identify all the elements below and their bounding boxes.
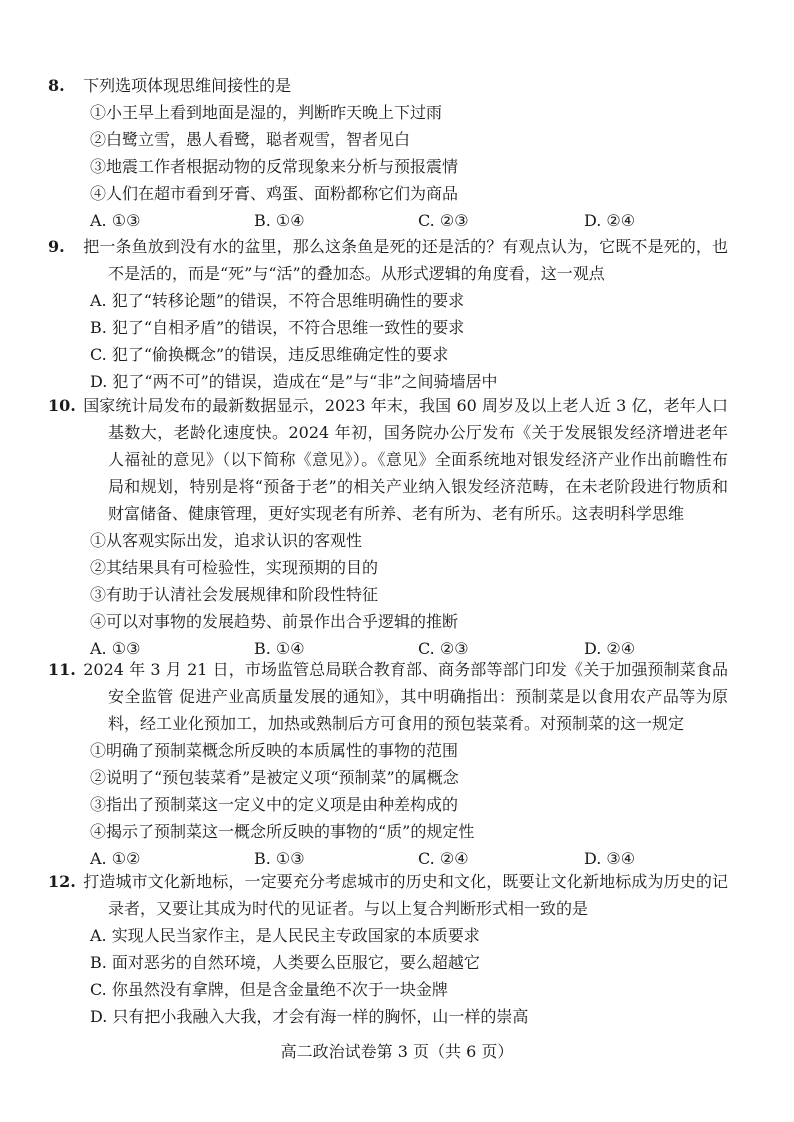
question-8 (48, 72, 728, 234)
option-b: B. 犯了“自相矛盾”的错误，不符合思维一致性的要求 (90, 318, 465, 337)
statement-item: ③指出了预制菜这一定义中的定义项是由种差构成的 (90, 795, 459, 814)
choice-c: C. ②③ (418, 639, 469, 658)
choice-b: B. ①④ (254, 211, 305, 230)
question-12 (48, 868, 728, 1030)
question-stem: 10. 国家统计局发布的最新数据显示，2023 年末，我国 60 周岁及以上老人近 3 亿，老年人口基数大，老龄化速度快。2024 年初，国务院办公厅发布《关于发展银发经济增进老年人福祉的意见》（以下简称《意见》）。《意见》全面系统地对银发经济产业作出前瞻性布局和规划，特别是将“预备于老”的相关产业纳入银发经济范畴，在未老阶段进行物质和财富储备、健康管理，更好实现老有所养、老有所为、老有所乐。这表明科学思维 (48, 396, 728, 523)
statement-item: ②其结果具有可检验性，实现预期的目的 (90, 558, 379, 577)
choice-a: A. ①③ (90, 211, 141, 230)
option-a: A. 实现人民当家作主，是人民民主专政国家的本质要求 (90, 926, 480, 945)
choice-b: B. ①④ (254, 639, 305, 658)
option-c: C. 你虽然没有拿牌，但是含金量绝不次于一块金牌 (90, 980, 448, 999)
choice-c: C. ②④ (418, 849, 469, 868)
choice-a: A. ①② (90, 849, 141, 868)
question-11 (48, 656, 728, 872)
option-d: D. 只有把小我融入大我，才会有海一样的胸怀，山一样的崇高 (90, 1007, 529, 1026)
question-text: 国家统计局发布的最新数据显示，2023 年末，我国 60 周岁及以上老人近 3 亿，老年人口基数大，老龄化速度快。2024 年初，国务院办公厅发布《关于发展银发经济增进老年人福祉的意见》（以下简称《意见》）。《意见》全面系统地对银发经济产业作出前瞻性布局和规划，特别是将“预备于老”的相关产业纳入银发经济范畴，在未老阶段进行物质和财富储备、健康管理，更好实现老有所养、老有所为、老有所乐。这表明科学思维 (83, 396, 728, 523)
option-a: A. 犯了“转移论题”的错误，不符合思维明确性的要求 (90, 291, 465, 310)
question-text: 把一条鱼放到没有水的盆里，那么这条鱼是死的还是活的？有观点认为，它既不是死的，也不是活的，而是“死”与“活”的叠加态。从形式逻辑的角度看，这一观点 (83, 237, 728, 283)
statement-item: ①从客观实际出发，追求认识的客观性 (90, 531, 363, 550)
statement-item: ④可以对事物的发展趋势、前景作出合乎逻辑的推断 (90, 612, 459, 631)
question-10 (48, 392, 728, 662)
question-text: 下列选项体现思维间接性的是 (83, 76, 292, 95)
option-c: C. 犯了“偷换概念”的错误，违反思维确定性的要求 (90, 345, 449, 364)
statement-item: ④人们在超市看到牙膏、鸡蛋、面粉都称它们为商品 (90, 184, 459, 203)
choice-c: C. ②③ (418, 211, 469, 230)
question-stem: 12. 打造城市文化新地标，一定要充分考虑城市的历史和文化，既要让文化新地标成为历史的记录者，又要让其成为时代的见证者。与以上复合判断形式相一致的是 (48, 872, 728, 918)
answer-choices (78, 207, 728, 234)
question-text: 打造城市文化新地标，一定要充分考虑城市的历史和文化，既要让文化新地标成为历史的记录者，又要让其成为时代的见证者。与以上复合判断形式相一致的是 (83, 872, 728, 918)
question-9 (48, 233, 728, 395)
question-stem: 9. 把一条鱼放到没有水的盆里，那么这条鱼是死的还是活的？有观点认为，它既不是死的，也不是活的，而是“死”与“活”的叠加态。从形式逻辑的角度看，这一观点 (48, 237, 728, 283)
choice-d: D. ②④ (584, 639, 636, 658)
choice-d: D. ②④ (584, 211, 636, 230)
question-text: 2024 年 3 月 21 日，市场监管总局联合教育部、商务部等部门印发《关于加强预制菜食品安全监管 促进产业高质量发展的通知》，其中明确指出：预制菜是以食用农产品等为原料，经工业化预加工，加热或熟制后方可食用的预包装菜肴。对预制菜的这一规定 (83, 660, 728, 733)
statement-item: ②白鹭立雪，愚人看鹭，聪者观雪，智者见白 (90, 130, 411, 149)
choice-a: A. ①③ (90, 639, 141, 658)
option-d: D. 犯了“两不可”的错误，造成在“是”与“非”之间骑墙居中 (90, 372, 498, 391)
option-b: B. 面对恶劣的自然环境，人类要么臣服它，要么超越它 (90, 953, 480, 972)
question-stem: 11. 2024 年 3 月 21 日，市场监管总局联合教育部、商务部等部门印发《关于加强预制菜食品安全监管 促进产业高质量发展的通知》，其中明确指出：预制菜是以食用农产品等为原料，经工业化预加工，加热或熟制后方可食用的预包装菜肴。对预制菜的这一规定 (48, 660, 728, 733)
statement-item: ②说明了“预包装菜肴”是被定义项“预制菜”的属概念 (90, 768, 459, 787)
statement-item: ③地震工作者根据动物的反常现象来分析与预报震情 (90, 157, 459, 176)
choice-d: D. ③④ (584, 849, 636, 868)
question-stem: 8. 下列选项体现思维间接性的是 (48, 76, 292, 95)
statement-item: ①小王早上看到地面是湿的，判断昨天晚上下过雨 (90, 103, 443, 122)
statement-item: ③有助于认清社会发展规律和阶段性特征 (90, 585, 379, 604)
choice-b: B. ①③ (254, 849, 305, 868)
statement-item: ①明确了预制菜概念所反映的本质属性的事物的范围 (90, 741, 459, 760)
statement-item: ④揭示了预制菜这一概念所反映的事物的“质”的规定性 (90, 822, 475, 841)
page-footer: 高二政治试卷第 3 页（共 6 页） (280, 1042, 514, 1061)
